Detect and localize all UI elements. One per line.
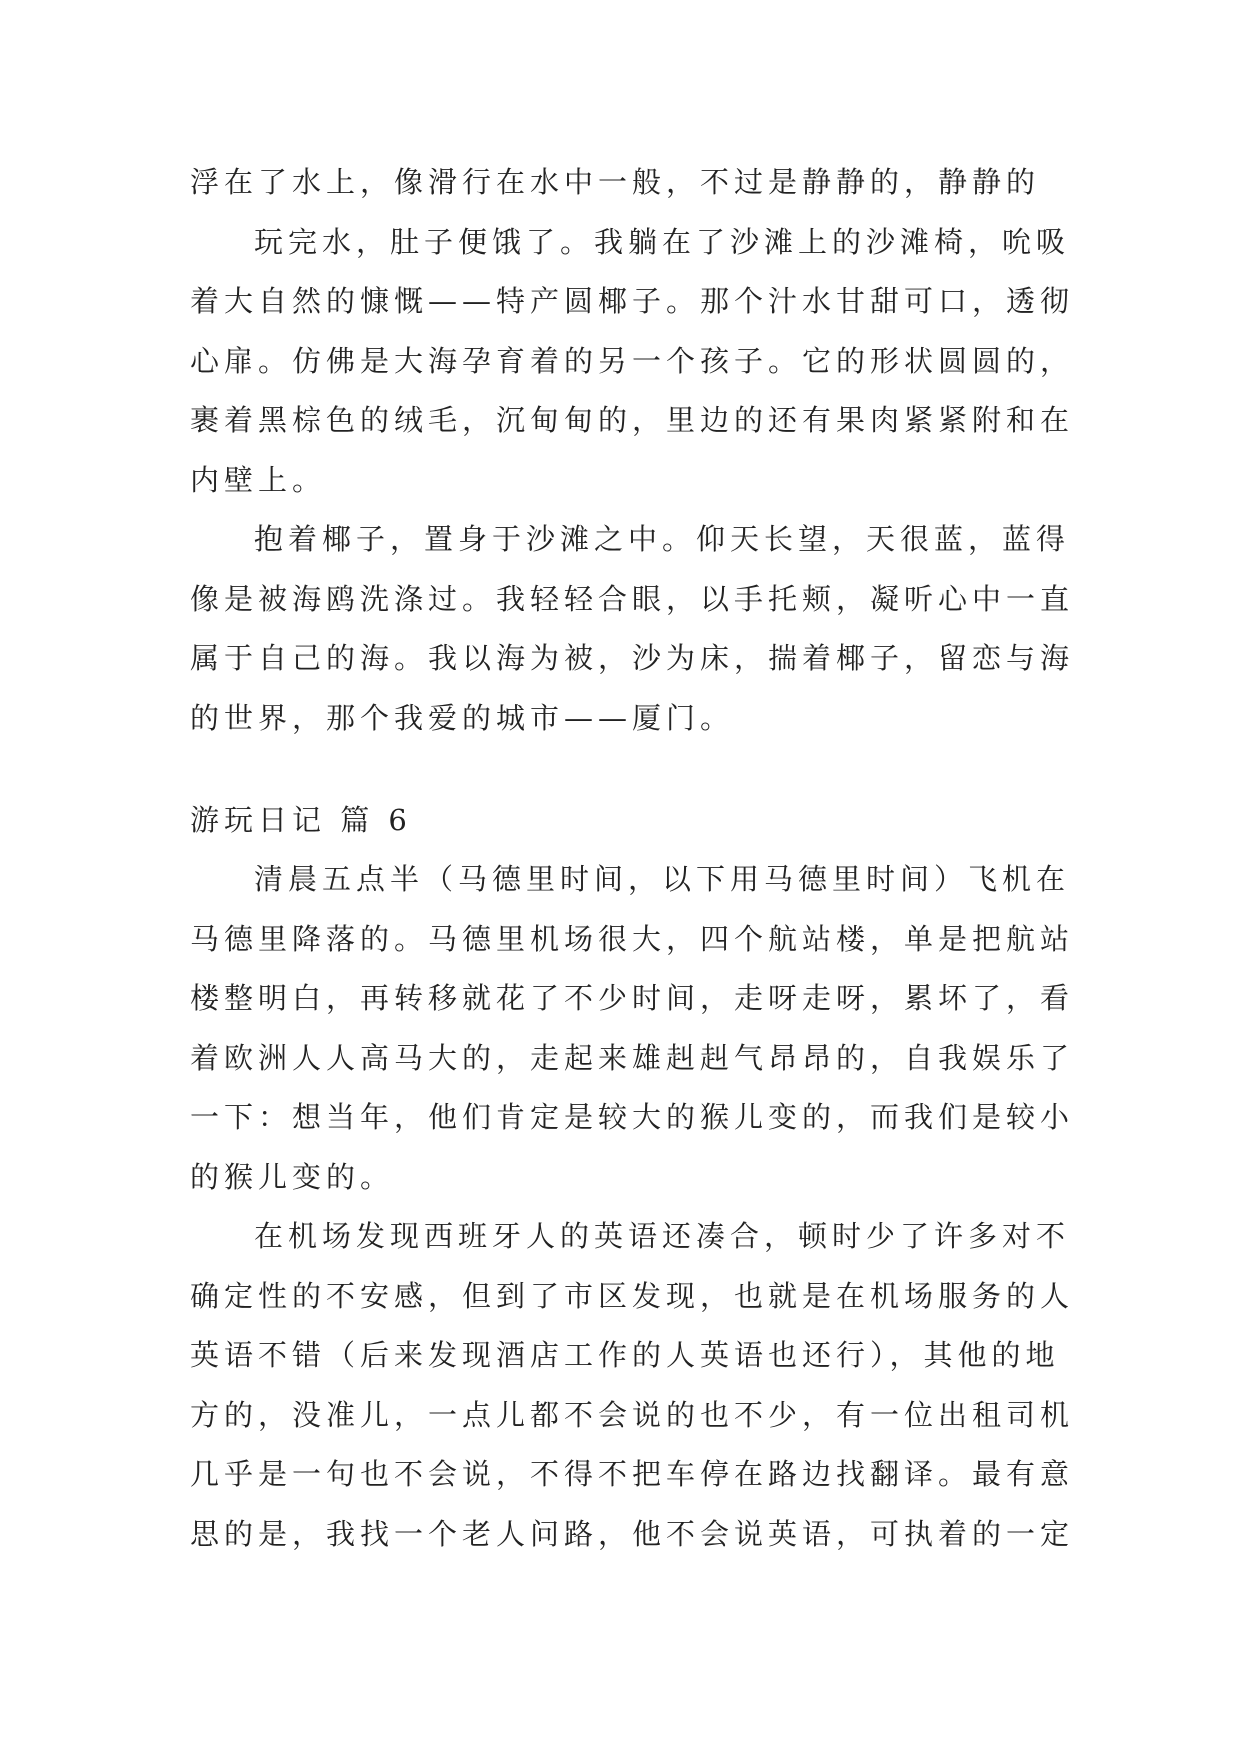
text-line: 浮在了水上，像滑行在水中一般，不过是静静的，静静的 bbox=[190, 165, 1041, 199]
text-line: 像是被海鸥洗涤过。我轻轻合眼，以手托颊，凝听心中一直 bbox=[190, 581, 1075, 616]
document-body bbox=[190, 160, 1075, 1571]
text-line: 方的，没准儿，一点儿都不会说的也不少，有一位出租司机 bbox=[190, 1397, 1075, 1432]
text-line: 的猴儿变的。 bbox=[190, 1159, 395, 1194]
text-line: 英语不错（后来发现酒店工作的人英语也还行），其他的地 bbox=[190, 1338, 1060, 1372]
text-line: 楼整明白，再转移就花了不少时间，走呀走呀，累坏了，看 bbox=[190, 981, 1075, 1015]
text-line: 心扉。仿佛是大海孕育着的另一个孩子。它的形状圆圆的， bbox=[190, 343, 1075, 378]
paragraph-start-line: 清晨五点半（马德里时间，以下用马德里时间）飞机在 bbox=[254, 862, 1071, 896]
text-line: 内壁上。 bbox=[190, 462, 327, 497]
paragraph-start-line: 在机场发现西班牙人的英语还凑合，顿时少了许多对不 bbox=[254, 1219, 1071, 1253]
text-line: 马德里降落的。马德里机场很大，四个航站楼，单是把航站 bbox=[190, 921, 1075, 956]
text-line: 着大自然的慷慨——特产圆椰子。那个汁水甘甜可口，透彻 bbox=[190, 284, 1075, 318]
paragraph-start-line: 抱着椰子，置身于沙滩之中。仰天长望，天很蓝，蓝得 bbox=[254, 522, 1071, 556]
text-line: 一下：想当年，他们肯定是较大的猴儿变的，而我们是较小 bbox=[190, 1100, 1075, 1134]
text-line: 几乎是一句也不会说，不得不把车停在路边找翻译。最有意 bbox=[190, 1457, 1075, 1491]
text-line: 的世界，那个我爱的城市——厦门。 bbox=[190, 700, 735, 735]
paragraph-start-line: 玩完水，肚子便饿了。我躺在了沙滩上的沙滩椅，吮吸 bbox=[254, 224, 1071, 259]
section-heading: 游玩日记 篇 6 bbox=[190, 802, 412, 837]
text-line: 着欧洲人人高马大的，走起来雄赳赳气昂昂的，自我娱乐了 bbox=[190, 1040, 1075, 1075]
text-line: 确定性的不安感，但到了市区发现，也就是在机场服务的人 bbox=[190, 1278, 1075, 1313]
text-line: 属于自己的海。我以海为被，沙为床，揣着椰子，留恋与海 bbox=[190, 641, 1075, 675]
text-line: 思的是，我找一个老人问路，他不会说英语，可执着的一定 bbox=[190, 1516, 1075, 1551]
text-line: 裹着黑棕色的绒毛，沉甸甸的，里边的还有果肉紧紧附和在 bbox=[190, 403, 1075, 437]
